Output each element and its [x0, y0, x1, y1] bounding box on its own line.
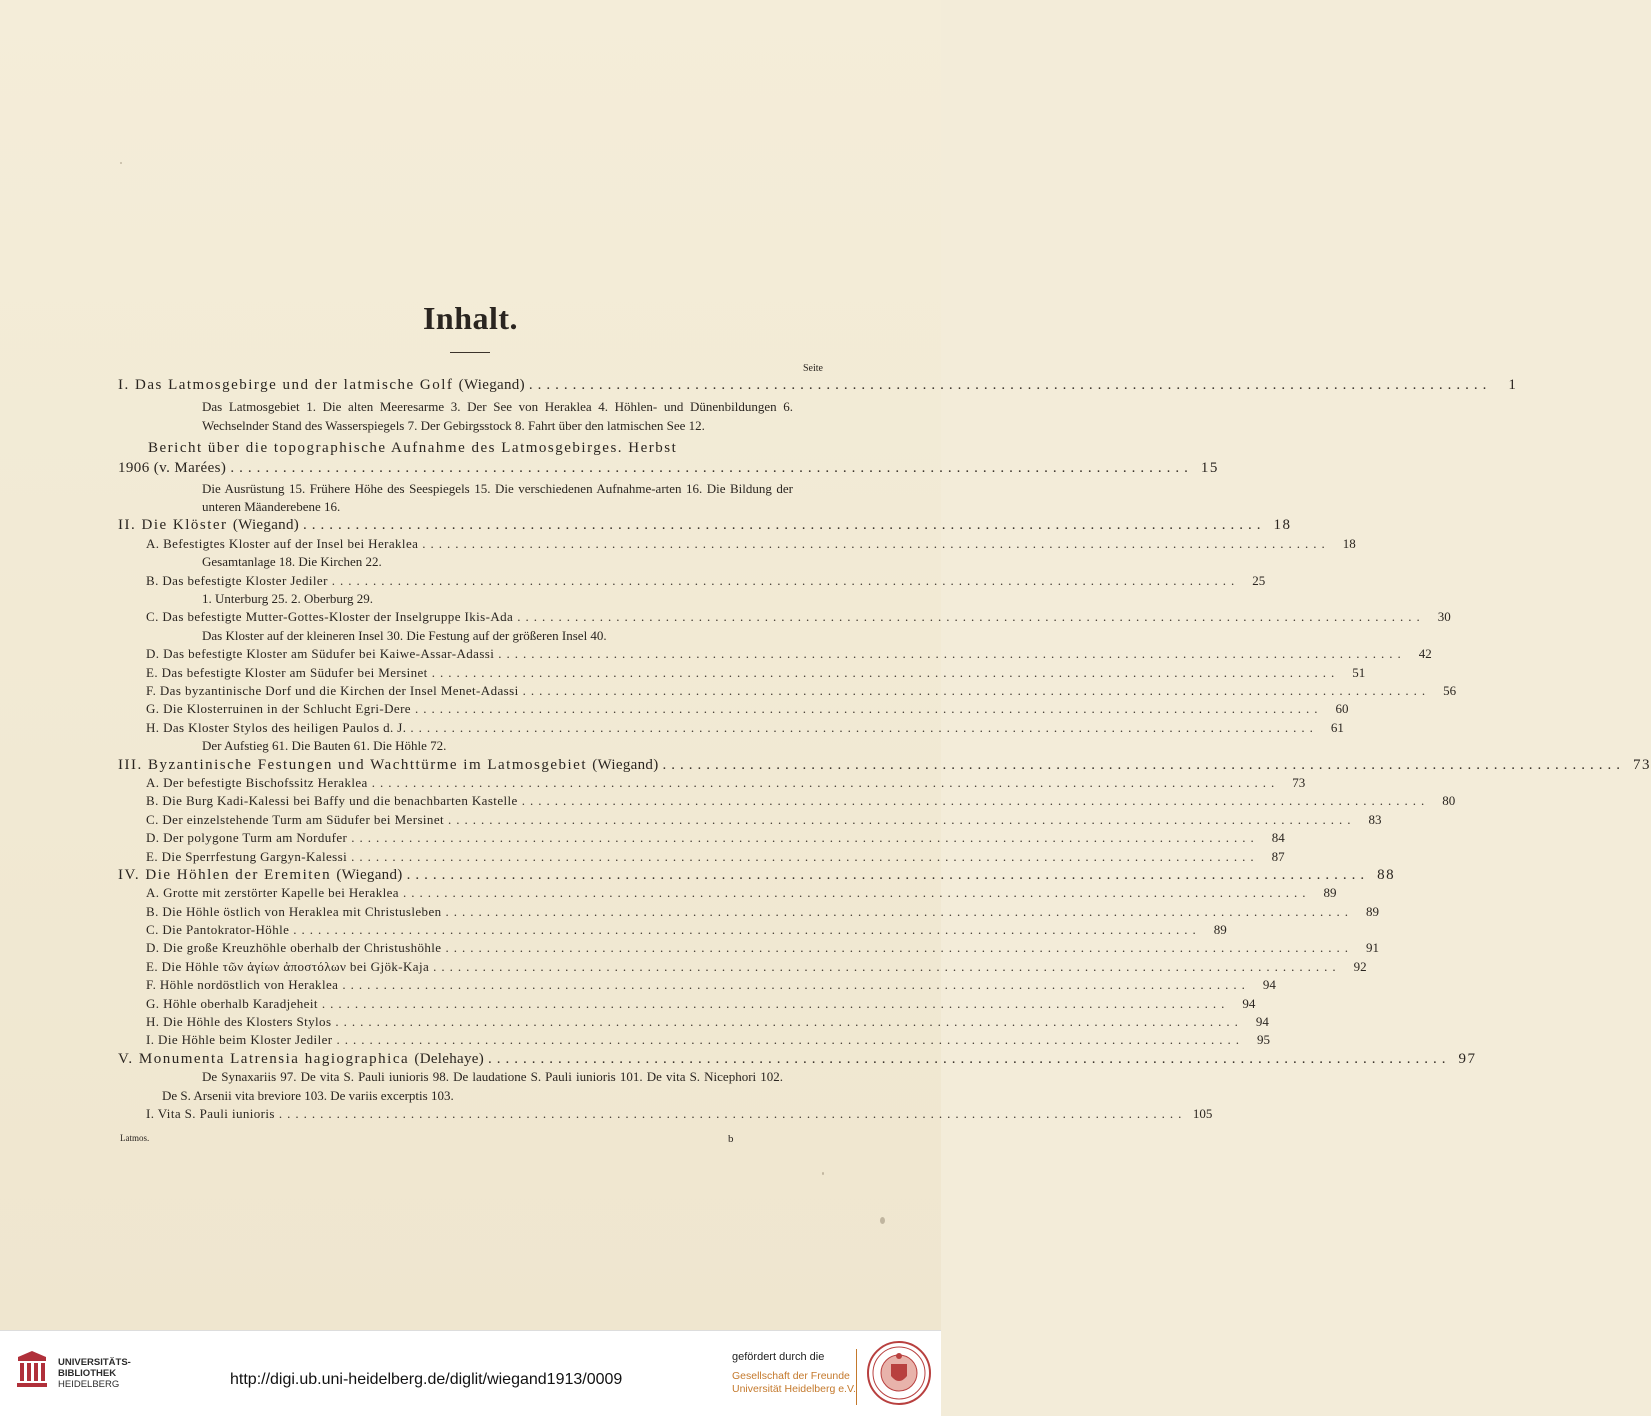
toc-section-title: D. Das befestigte Kloster am Südufer bei Kaiwe-Assar-Adassi	[146, 646, 495, 662]
toc-part-3-author: (Wiegand)	[592, 756, 659, 773]
toc-section	[118, 811, 1382, 829]
leader-dots: ..............................................................................................................	[406, 866, 1370, 883]
toc-part-1-author: (Wiegand)	[458, 377, 525, 393]
leader-dots: ..............................................................................................................	[422, 535, 1330, 551]
toc-page-number: 89	[1213, 922, 1227, 938]
toc-part-2-author: (Wiegand)	[232, 517, 300, 534]
leader-dots: ..............................................................................................................	[414, 701, 1323, 717]
toc-section-title: E. Das befestigte Kloster am Südufer bei Mersinet	[146, 664, 428, 680]
toc-page-number: 94	[1242, 995, 1256, 1011]
toc-section-title: C. Das befestigte Mutter-Gottes-Kloster der Inselgruppe Ikis-Ada	[146, 609, 514, 625]
toc-page-number: 73	[1633, 756, 1651, 773]
toc-section	[118, 958, 1367, 976]
paper-spot	[880, 1217, 885, 1224]
toc-section-title: I. Die Höhle beim Kloster Jediler	[146, 1032, 333, 1048]
toc-part-5-title: V. Monumenta Latrensia hagiographica	[118, 1050, 410, 1067]
toc-section-title: E. Die Höhle τῶν ἁγίων ἀποστόλων bei Gjök-Kaja	[146, 958, 430, 974]
toc-section	[118, 939, 1379, 957]
toc-section	[118, 664, 1366, 682]
leader-dots: ..............................................................................................................	[336, 1032, 1244, 1048]
leader-dots: ..............................................................................................................	[293, 922, 1201, 938]
toc-section-description: Der Aufstieg 61. Die Bauten 61. Die Höhle 72.	[202, 738, 447, 754]
library-name-line2: BIBLIOTHEK	[58, 1368, 117, 1379]
leader-dots: ..............................................................................................................	[230, 460, 1193, 477]
library-name-line1: UNIVERSITÄTS-	[58, 1357, 131, 1368]
toc-page-number: 18	[1342, 535, 1356, 551]
toc-section-title: A. Befestigtes Kloster auf der Insel bei Heraklea	[146, 535, 419, 551]
toc-page-number: 84	[1271, 830, 1285, 846]
university-seal-icon	[866, 1340, 932, 1406]
toc-part-3-title: III. Byzantinische Festungen und Wachttürme im Latmosgebiet	[118, 756, 588, 773]
toc-section	[118, 976, 1276, 994]
toc-page-number: 18	[1273, 517, 1292, 534]
toc-page-number: 60	[1335, 701, 1349, 717]
toc-section	[118, 682, 1457, 700]
toc-page-number: 97	[1458, 1050, 1477, 1067]
funded-by-label: gefördert durch die	[732, 1351, 825, 1363]
toc-section-title: B. Das befestigte Kloster Jediler	[146, 572, 328, 588]
toc-part-3	[118, 756, 1651, 774]
leader-dots: ..............................................................................................................	[448, 811, 1356, 827]
leader-dots: ..............................................................................................................	[662, 756, 1625, 773]
toc-section	[118, 700, 1349, 718]
leader-dots: ..............................................................................................................	[402, 885, 1311, 901]
toc-part-2	[118, 516, 1292, 534]
leader-dots: ..............................................................................................................	[498, 646, 1406, 662]
toc-section-title: H. Die Höhle des Klosters Stylos	[146, 1014, 332, 1030]
title-rule	[450, 352, 490, 353]
toc-page-number: 95	[1257, 1032, 1270, 1048]
toc-section	[118, 719, 1344, 737]
toc-page-number: 56	[1443, 682, 1457, 698]
toc-page-number: 88	[1377, 866, 1396, 883]
leader-dots: ..............................................................................................................	[351, 830, 1259, 846]
toc-page-number: 25	[1252, 572, 1266, 588]
leader-dots: ..............................................................................................................	[335, 1014, 1243, 1030]
toc-report-description: Die Ausrüstung 15. Frühere Höhe des Seespiegels 15. Die verschiedenen Aufnahme-arten 16. Die Bildung der unteren Mäanderebene 16.	[202, 480, 793, 514]
toc-section	[118, 645, 1432, 663]
viewer-footer	[0, 1330, 941, 1416]
sponsor-name-line2: Universität Heidelberg e.V.	[732, 1383, 856, 1395]
toc-section-title: I. Vita S. Pauli iunioris	[146, 1106, 275, 1121]
toc-part-1-title: I. Das Latmosgebirge und der latmische Golf	[118, 377, 454, 393]
leader-dots: ..............................................................................................................	[517, 609, 1425, 625]
permalink-url[interactable]: http://digi.ub.uni-heidelberg.de/diglit/wiegand1913/0009	[230, 1371, 623, 1388]
toc-page-number: 15	[1200, 460, 1219, 477]
toc-section-title: F. Das byzantinische Dorf und die Kirchen der Insel Menet-Adassi	[146, 682, 519, 698]
toc-section	[118, 774, 1306, 792]
toc-section-title: G. Die Klosterruinen in der Schlucht Egri-Dere	[146, 701, 411, 717]
leader-dots: ..............................................................................................................	[445, 940, 1353, 956]
toc-page-number: 42	[1418, 646, 1432, 662]
leader-dots: ..............................................................................................................	[371, 774, 1280, 790]
toc-part-2-title: II. Die Klöster	[118, 517, 228, 534]
toc-page-number: 80	[1442, 793, 1456, 809]
toc-section	[118, 1013, 1269, 1031]
toc-section	[118, 903, 1380, 921]
table-of-contents	[118, 376, 1651, 1123]
leader-dots: ..............................................................................................................	[303, 517, 1266, 534]
page-title: Inhalt.	[422, 300, 519, 336]
toc-section	[118, 572, 1266, 590]
toc-section	[118, 995, 1256, 1013]
toc-page-number: 51	[1352, 664, 1366, 680]
toc-section-title: D. Der polygone Turm am Nordufer	[146, 830, 348, 846]
toc-section	[118, 1031, 1270, 1049]
toc-page-number: 94	[1262, 977, 1276, 993]
leader-dots: ..............................................................................................................	[528, 377, 1492, 393]
toc-page-number: 87	[1271, 848, 1285, 864]
toc-section	[118, 848, 1285, 866]
paper-spot	[822, 1172, 824, 1175]
leader-dots: ..............................................................................................................	[431, 664, 1340, 680]
toc-page-number: 92	[1353, 958, 1367, 974]
toc-section-title: E. Die Sperrfestung Gargyn-Kalessi	[146, 848, 348, 864]
toc-section	[118, 884, 1337, 902]
toc-page-number: 89	[1366, 903, 1380, 919]
toc-section-title: B. Die Höhle östlich von Heraklea mit Christusleben	[146, 903, 442, 919]
toc-part-1-description: Das Latmosgebiet 1. Die alten Meeresarme 3. Der See von Heraklea 4. Höhlen- und Dünenbildungen 6. Wechselnder Stand des Wasserspiegels 7. Der Gebirgsstock 8. Fahrt über den latmischen See 12.	[202, 399, 793, 433]
leader-dots: ..............................................................................................................	[410, 719, 1318, 735]
leader-dots: ..............................................................................................................	[445, 903, 1354, 919]
signature-mark-left: Latmos.	[120, 1133, 150, 1143]
toc-section-description: Das Kloster auf der kleineren Insel 30. Die Festung auf der größeren Insel 40.	[202, 627, 607, 643]
toc-section	[118, 608, 1451, 626]
leader-dots: ..............................................................................................................	[433, 958, 1341, 974]
toc-section	[118, 921, 1227, 939]
toc-page-number: 105	[1192, 1106, 1213, 1121]
seite-label: Seite	[803, 363, 823, 374]
toc-part-4-title: IV. Die Höhlen der Eremiten	[118, 866, 332, 883]
toc-section-title: H. Das Kloster Stylos des heiligen Paulos d. J.	[146, 719, 407, 735]
toc-page-number: 83	[1368, 811, 1382, 827]
toc-part-5	[118, 1050, 1477, 1068]
sponsor-name-line1: Gesellschaft der Freunde	[732, 1370, 850, 1382]
toc-section	[118, 829, 1285, 847]
footer-divider	[856, 1349, 857, 1405]
toc-page-number: 73	[1292, 774, 1306, 790]
leader-dots: ..............................................................................................................	[342, 977, 1250, 993]
leader-dots: ..............................................................................................................	[331, 572, 1240, 588]
toc-page-number: 91	[1365, 940, 1379, 956]
toc-section-title: B. Die Burg Kadi-Kalessi bei Baffy und die benachbarten Kastelle	[146, 793, 518, 809]
library-name-line3: HEIDELBERG	[58, 1379, 120, 1390]
toc-section-title: F. Höhle nordöstlich von Heraklea	[146, 977, 339, 993]
toc-report-title: 1906 (v. Marées)	[118, 460, 227, 477]
toc-section-description: 1. Unterburg 25. 2. Oberburg 29.	[202, 590, 374, 606]
toc-report-heading: Bericht über die topographische Aufnahme des Latmosgebirges. Herbst	[148, 440, 678, 457]
paper-spot	[120, 162, 122, 164]
toc-section	[118, 792, 1456, 810]
leader-dots: ..............................................................................................................	[321, 995, 1230, 1011]
leader-dots: ..............................................................................................................	[351, 848, 1259, 864]
toc-page-number: 1	[1508, 377, 1518, 393]
leader-dots: ..............................................................................................................	[522, 682, 1431, 698]
toc-part-5-description: De Synaxariis 97. De vita S. Pauli iunioris 98. De laudatione S. Pauli iunioris 101. De vita S. Nicephori 102. De S. Arsenii vita breviore 103. De variis excerptis 103.	[162, 1069, 783, 1103]
leader-dots: ..............................................................................................................	[521, 793, 1430, 809]
toc-section-title: D. Die große Kreuzhöhle oberhalb der Christushöhle	[146, 940, 442, 956]
sponsor-name[interactable]	[732, 1370, 856, 1396]
signature-mark-b: b	[728, 1133, 734, 1145]
toc-part-4-author: (Wiegand)	[336, 866, 403, 883]
toc-page-number: 94	[1255, 1014, 1269, 1030]
leader-dots: ..............................................................................................................	[278, 1106, 1187, 1121]
toc-section-title: A. Grotte mit zerstörter Kapelle bei Heraklea	[146, 885, 399, 901]
toc-part-1	[118, 376, 1518, 394]
toc-page-number: 61	[1330, 719, 1344, 735]
leader-dots: ..............................................................................................................	[488, 1050, 1451, 1067]
toc-section	[118, 1105, 1213, 1123]
university-library-logo-icon	[12, 1349, 52, 1389]
toc-section	[118, 535, 1356, 553]
toc-section-description: Gesamtanlage 18. Die Kirchen 22.	[202, 554, 382, 570]
toc-page-number: 89	[1323, 885, 1337, 901]
toc-part-5-author: (Delehaye)	[414, 1050, 485, 1067]
toc-section-title: C. Der einzelstehende Turm am Südufer bei Mersinet	[146, 811, 444, 827]
toc-report-entry	[118, 459, 1219, 477]
toc-part-4	[118, 866, 1396, 884]
toc-section-title: G. Höhle oberhalb Karadjeheit	[146, 995, 318, 1011]
toc-section-title: A. Der befestigte Bischofssitz Heraklea	[146, 774, 368, 790]
library-name[interactable]	[58, 1357, 131, 1390]
toc-section-title: C. Die Pantokrator-Höhle	[146, 922, 290, 938]
toc-page-number: 30	[1437, 609, 1451, 625]
